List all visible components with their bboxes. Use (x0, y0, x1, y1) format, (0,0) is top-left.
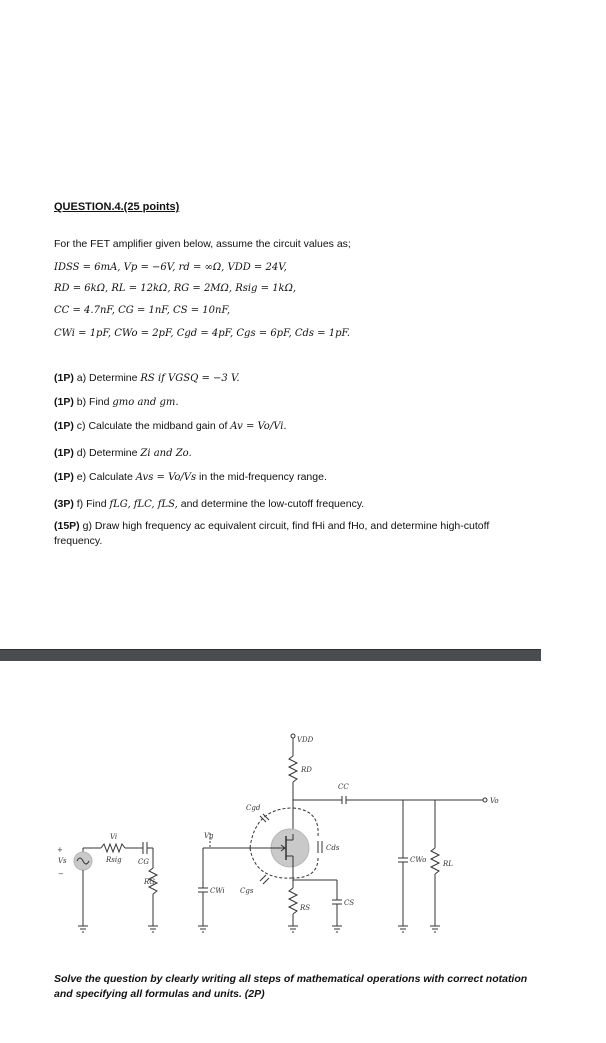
label-cwi: CWi (210, 887, 225, 895)
question-e: (1P) e) Calculate Avs = Vo/Vs in the mid-frequency range. (54, 471, 327, 483)
footer-instructions: Solve the question by clearly writing all steps of mathematical operations with correct notation and specifying all formulas and units. (2P) (54, 973, 528, 1000)
label-cds: Cds (326, 844, 340, 852)
label-rs: RS (300, 904, 311, 912)
intro-text: For the FET amplifier given below, assume the circuit values as; (54, 238, 351, 250)
label-rg: RG (144, 878, 155, 886)
question-f: (3P) f) Find fLG, fLC, fLS, and determine the low-cutoff frequency. (54, 498, 365, 510)
question-title: QUESTION.4.(25 points) (54, 201, 180, 213)
values-line-3: CC = 4.7nF, CG = 1nF, CS = 10nF, (54, 305, 231, 316)
values-line-2: RD = 6kΩ, RL = 12kΩ, RG = 2MΩ, Rsig = 1kΩ, (54, 283, 297, 294)
label-cgd: Cgd (246, 804, 261, 812)
label-rsig: Rsig (106, 856, 122, 864)
label-cs: CS (344, 899, 355, 907)
values-line-4: CWi = 1pF, CWo = 2pF, Cgd = 4pF, Cgs = 6pF, Cds = 1pF. (54, 328, 351, 339)
label-rl: RL (443, 860, 453, 868)
fet-amplifier-circuit (50, 728, 530, 948)
values-line-1: IDSS = 6mA, Vp = −6V, rd = ∞Ω, VDD = 24V, (54, 262, 287, 273)
label-plus: + (57, 846, 63, 854)
question-a: (1P) a) Determine RS if VGSQ = −3 V. (54, 372, 240, 384)
label-cg: CG (138, 858, 149, 866)
label-vg: Vg (204, 832, 214, 840)
section-divider (0, 649, 541, 661)
label-cgs: Cgs (240, 887, 254, 895)
label-rd: RD (301, 766, 312, 774)
question-c: (1P) c) Calculate the midband gain of Av = Vo/Vi. (54, 420, 287, 432)
question-g: (15P) g) Draw high frequency ac equivalent circuit, find fHi and fHo, and determine high-cutoff frequency. (54, 520, 490, 547)
label-vs: Vs (58, 857, 67, 865)
label-cc: CC (338, 783, 349, 791)
label-vo: Vo (490, 797, 499, 805)
question-b: (1P) b) Find gmo and gm. (54, 396, 179, 408)
label-cwo: CWo (410, 856, 427, 864)
label-vdd: VDD (297, 736, 314, 744)
label-minus: − (58, 870, 64, 878)
label-vi: Vi (110, 833, 118, 841)
question-d: (1P) d) Determine Zi and Zo. (54, 447, 192, 459)
